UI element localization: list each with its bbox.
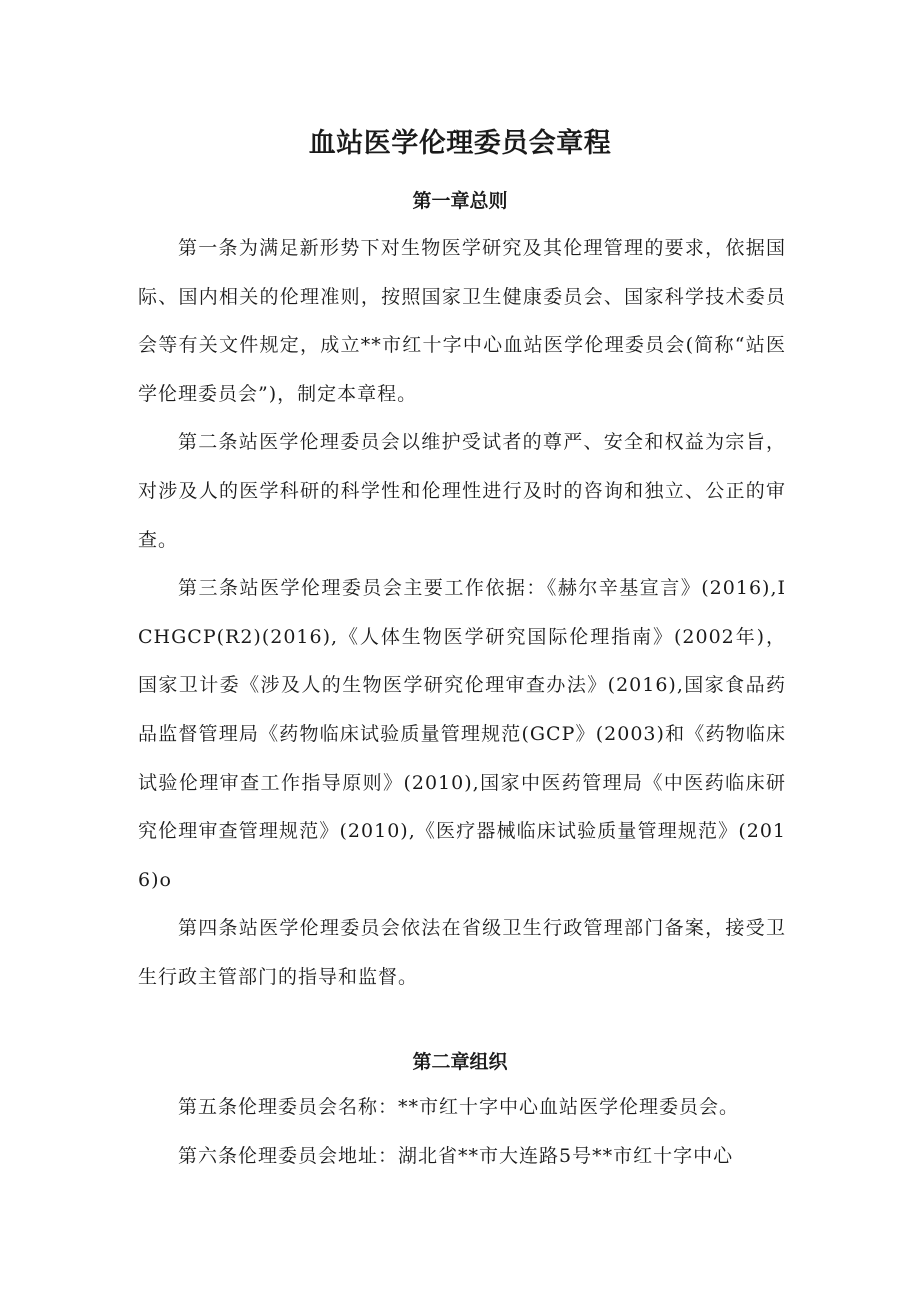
chapter-2-body [138,1083,786,1180]
chapter-2-heading: 第二章组织 [412,1051,508,1073]
article-1: 第一条为满足新形势下对生物医学研究及其伦理管理的要求，依据国际、国内相关的伦理准则，按照国家卫生健康委员会、国家科学技术委员会等有关文件规定，成立**市红十字中心血站医学伦理委员会(简称“站医学伦理委员会”)，制定本章程。 [138,237,786,405]
article-3: 第三条站医学伦理委员会主要工作依据：《赫尔辛基宣言》(2016),ICHGCP(R2)(2016),《人体生物医学研究国际伦理指南》(2002年)，国家卫计委《涉及人的生物医学研究伦理审查办法》(2016),国家食品药品监督管理局《药物临床试验质量管理规范(GCP》(2003)和《药物临床试验伦理审查工作指导原则》(2010),国家中医药管理局《中医药临床研究伦理审查管理规范》(2010),《医疗器械临床试验质量管理规范》(2016)o [138,577,786,891]
article-4: 第四条站医学伦理委员会依法在省级卫生行政管理部门备案，接受卫生行政主管部门的指导和监督。 [138,917,786,988]
article-2: 第二条站医学伦理委员会以维护受试者的尊严、安全和权益为宗旨，对涉及人的医学科研的科学性和伦理性进行及时的咨询和独立、公正的审查。 [138,431,786,551]
article-6: 第六条伦理委员会地址：湖北省**市大连路5号**市红十字中心 [178,1144,734,1167]
document-title: 血站医学伦理委员会章程 [308,128,612,159]
chapter-1-body [138,224,786,1002]
chapter-1-heading: 第一章总则 [412,190,508,212]
article-5: 第五条伦理委员会名称：**市红十字中心血站医学伦理委员会。 [178,1096,740,1118]
